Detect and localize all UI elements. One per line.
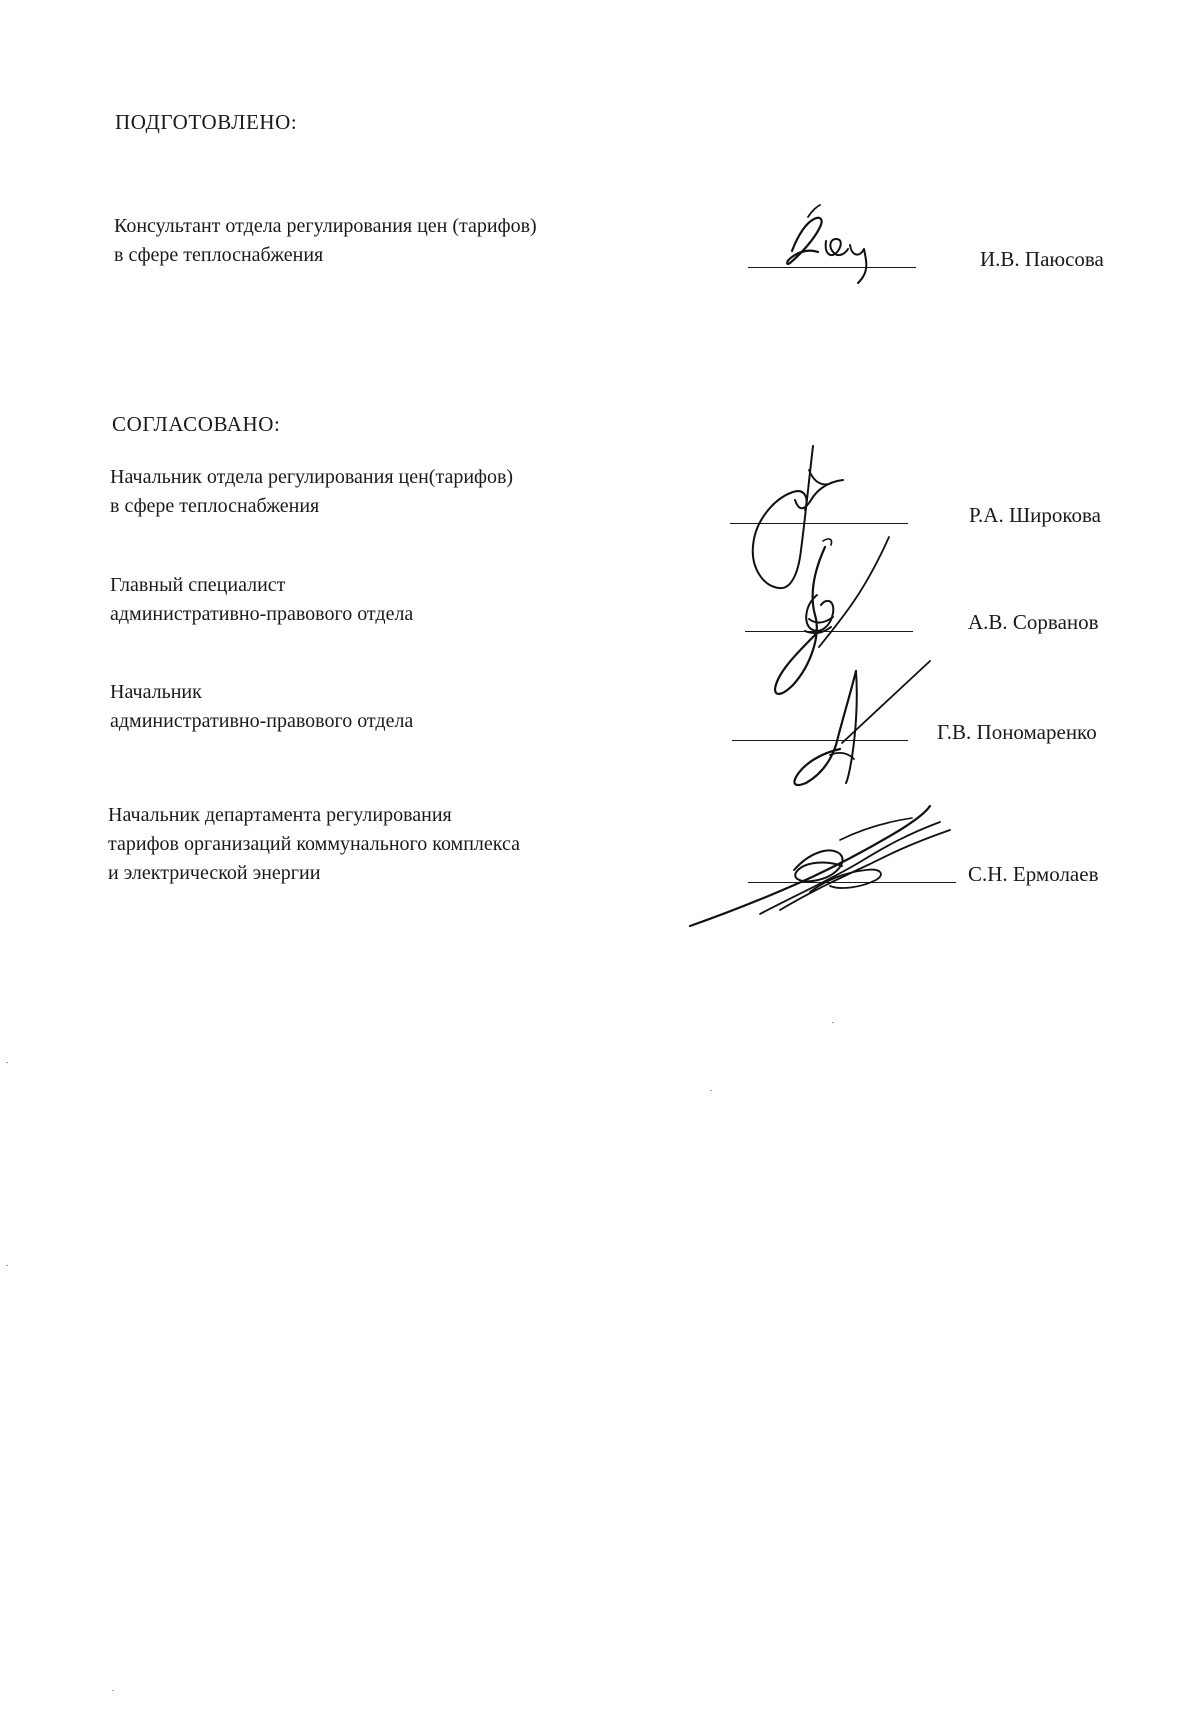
approver-position-line: тарифов организаций коммунального комплекса — [108, 833, 520, 855]
approver-3-position — [110, 678, 413, 736]
scan-speck — [6, 1265, 8, 1266]
preparer-position-line: в сфере теплоснабжения — [114, 244, 324, 266]
preparer-signature — [780, 205, 900, 285]
approver-position-line: административно-правового отдела — [110, 710, 414, 732]
preparer-position-line: Консультант отдела регулирования цен (тарифов) — [114, 215, 537, 237]
preparer-position — [114, 212, 537, 270]
approver-1-name: Р.А. Широкова — [969, 503, 1101, 527]
scan-speck — [112, 1690, 114, 1691]
approver-position-line: и электрической энергии — [108, 862, 321, 884]
approver-3-name: Г.В. Пономаренко — [937, 720, 1097, 744]
approver-position-line: Главный специалист — [110, 574, 286, 596]
approver-2-position — [110, 571, 413, 629]
approver-position-line: административно-правового отдела — [110, 603, 414, 625]
prepared-heading: ПОДГОТОВЛЕНО: — [115, 110, 298, 134]
approver-1-position — [110, 463, 513, 521]
approver-position-line: Начальник департамента регулирования — [108, 804, 452, 826]
approver-4-name: С.Н. Ермолаев — [968, 862, 1099, 886]
scan-speck — [832, 1022, 834, 1023]
scan-speck — [710, 1090, 712, 1091]
approver-2-name: А.В. Сорванов — [968, 610, 1099, 634]
approver-position-line: Начальник отдела регулирования цен(тарифов) — [110, 466, 514, 488]
preparer-name: И.В. Паюсова — [980, 247, 1104, 271]
approver-position-line: Начальник — [110, 681, 202, 703]
approver-3-signature — [770, 655, 930, 790]
approved-heading: СОГЛАСОВАНО: — [112, 412, 281, 436]
approver-4-signature — [690, 800, 960, 935]
scan-speck — [6, 1062, 8, 1063]
approver-position-line: в сфере теплоснабжения — [110, 495, 320, 517]
approver-4-position — [108, 801, 520, 888]
